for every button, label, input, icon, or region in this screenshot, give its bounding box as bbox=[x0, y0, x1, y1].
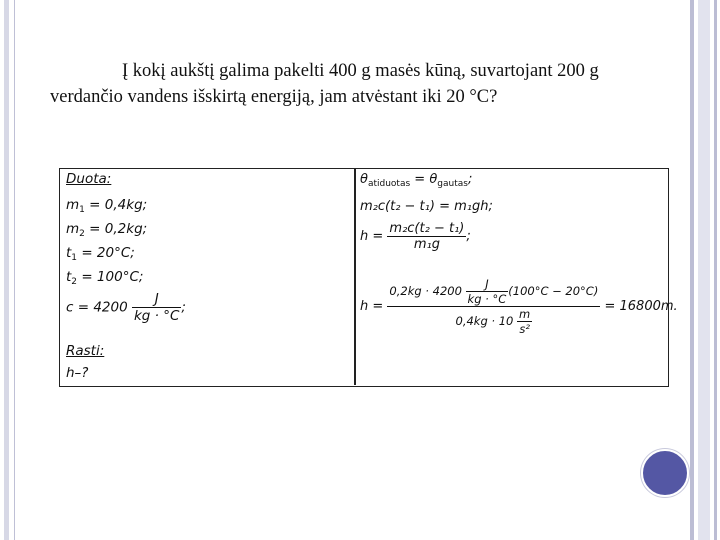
given-t2: $t_2 = 100^\circ C$; bbox=[66, 269, 144, 287]
problem-text: Į kokį aukštį galima pakelti 400 g masės kūną, suvartojant 200 g verdančio vandens išskirtą energiją, jam atvėstant iki 20 °C? bbox=[50, 61, 599, 107]
column-divider bbox=[354, 169, 356, 385]
given-t1: $t_1 = 20^\circ C$; bbox=[66, 245, 135, 263]
find-header: Rasti: bbox=[66, 343, 105, 359]
given-m2: $m_2 = 0,2kg$; bbox=[66, 221, 148, 239]
h-numeric-fraction: 0,2kg · 4200 $\frac{J}{kg \cdot ^\circ C}$ (100°C − 20°C) 0,4kg · 10 $\frac{m}{\text{s²}}$ bbox=[389, 277, 599, 336]
solution-line-2: m₂c(t₂ − t₁) = m₁gh; bbox=[360, 199, 493, 214]
right-frame-border bbox=[688, 0, 720, 540]
given-m1: $m_1 = 0,4kg$; bbox=[66, 197, 148, 215]
left-frame-border bbox=[0, 0, 15, 540]
decorative-circle bbox=[641, 449, 689, 497]
given-c: c = 4200 $\frac{J}{kg \cdot ^\circ C}$ ; bbox=[66, 291, 186, 324]
solution-line-4: h = 0,2kg · 4200 $\frac{J}{kg \cdot ^\circ C}$ (100°C − 20°C) 0,4kg · 10 $\frac{m}{\text{s²}}$ = 16800m. bbox=[360, 277, 678, 336]
result-value: = 16800m. bbox=[604, 299, 678, 314]
given-header: Duota: bbox=[66, 171, 112, 187]
num-unit-fraction: $\frac{J}{kg \cdot ^\circ C}$ bbox=[467, 277, 507, 306]
den-unit-fraction: $\frac{m}{\text{s²}}$ bbox=[519, 307, 531, 336]
solution-line-1: $\theta_{atiduotas} = \theta_{gautas}$; bbox=[360, 172, 473, 189]
solution-line-3: h = $\frac{\text{m₂c(t₂ − t₁)}}{\text{m₁g}}$ ; bbox=[360, 221, 471, 252]
solution-column bbox=[360, 169, 678, 385]
c-unit-fraction: $\frac{J}{kg \cdot ^\circ C}$ bbox=[133, 291, 180, 324]
solution-table bbox=[59, 168, 678, 387]
find-value: h–? bbox=[66, 365, 89, 381]
h-formula-fraction: $\frac{\text{m₂c(t₂ − t₁)}}{\text{m₁g}}$ bbox=[389, 221, 465, 252]
